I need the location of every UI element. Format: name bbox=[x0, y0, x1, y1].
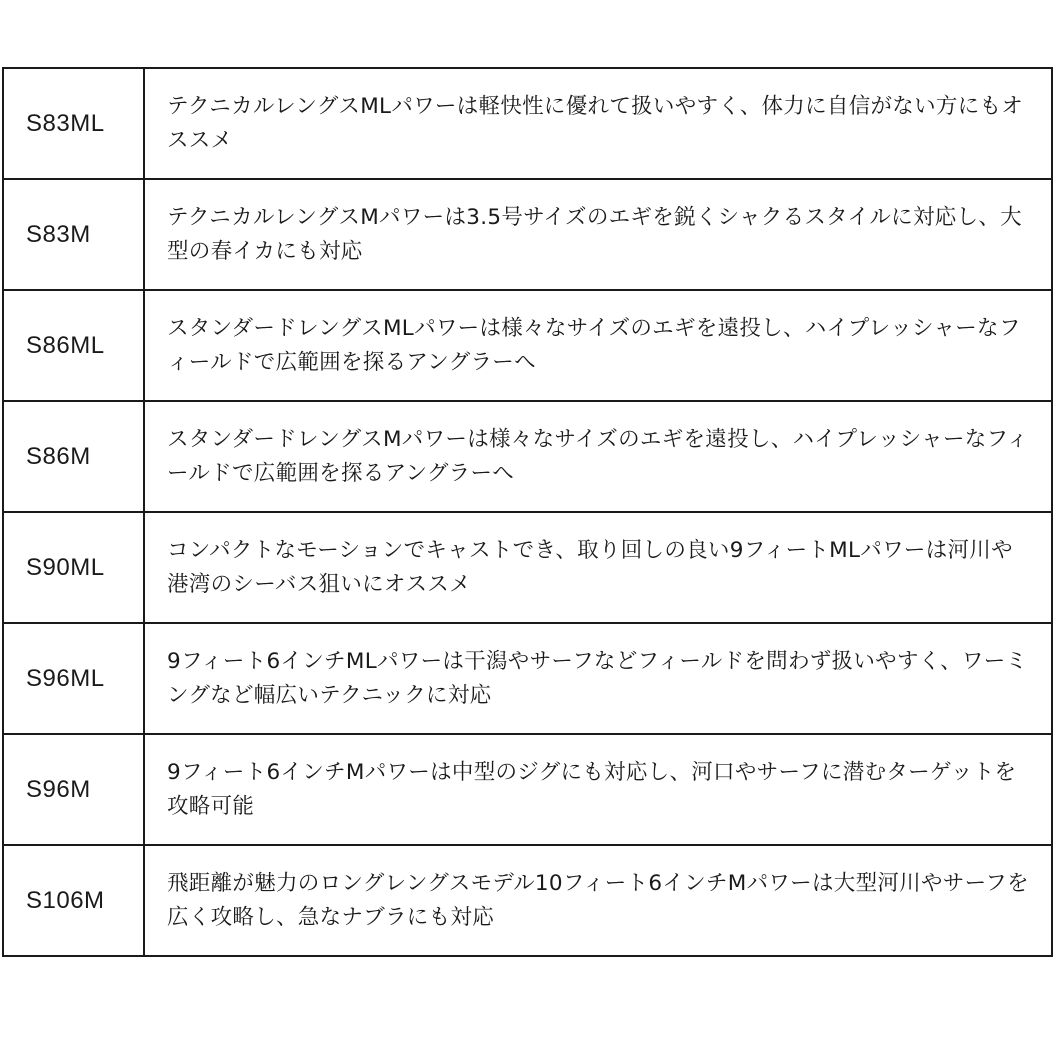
description-cell: スタンダードレングスMパワーは様々なサイズのエギを遠投し、ハイプレッシャーなフィールドで広範囲を探るアングラーへ bbox=[144, 401, 1052, 512]
table-row bbox=[3, 734, 1052, 845]
table-row bbox=[3, 845, 1052, 956]
table-row bbox=[3, 290, 1052, 401]
model-name-cell: S83ML bbox=[3, 68, 144, 179]
model-name-cell: S86M bbox=[3, 401, 144, 512]
model-name-cell: S106M bbox=[3, 845, 144, 956]
table-row bbox=[3, 401, 1052, 512]
table-row bbox=[3, 623, 1052, 734]
model-name-cell: S86ML bbox=[3, 290, 144, 401]
description-cell: 9フィート6インチMLパワーは干潟やサーフなどフィールドを問わず扱いやすく、ワーミングなど幅広いテクニックに対応 bbox=[144, 623, 1052, 734]
model-name-cell: S96M bbox=[3, 734, 144, 845]
table-row bbox=[3, 68, 1052, 179]
description-cell: テクニカルレングスMLパワーは軽快性に優れて扱いやすく、体力に自信がない方にもオススメ bbox=[144, 68, 1052, 179]
table-row bbox=[3, 512, 1052, 623]
description-cell: コンパクトなモーションでキャストでき、取り回しの良い9フィートMLパワーは河川や港湾のシーバス狙いにオススメ bbox=[144, 512, 1052, 623]
description-cell: テクニカルレングスMパワーは3.5号サイズのエギを鋭くシャクるスタイルに対応し、大型の春イカにも対応 bbox=[144, 179, 1052, 290]
model-name-cell: S96ML bbox=[3, 623, 144, 734]
description-cell: スタンダードレングスMLパワーは様々なサイズのエギを遠投し、ハイプレッシャーなフィールドで広範囲を探るアングラーへ bbox=[144, 290, 1052, 401]
description-cell: 飛距離が魅力のロングレングスモデル10フィート6インチMパワーは大型河川やサーフを広く攻略し、急なナブラにも対応 bbox=[144, 845, 1052, 956]
description-cell: 9フィート6インチMパワーは中型のジグにも対応し、河口やサーフに潜むターゲットを攻略可能 bbox=[144, 734, 1052, 845]
model-name-cell: S83M bbox=[3, 179, 144, 290]
model-name-cell: S90ML bbox=[3, 512, 144, 623]
rod-spec-table bbox=[2, 67, 1053, 957]
table-row bbox=[3, 179, 1052, 290]
